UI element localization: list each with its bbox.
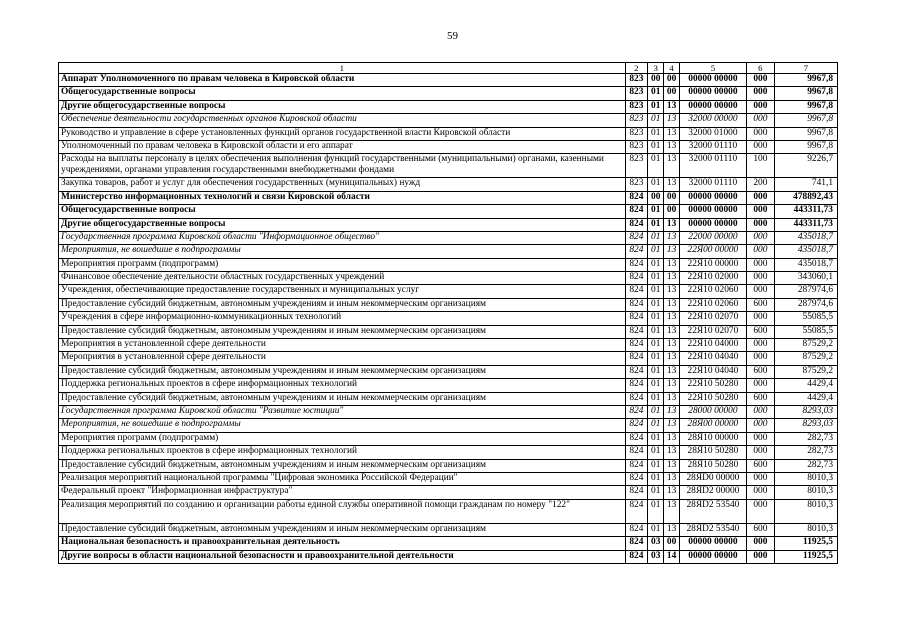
row-code-cell: 824: [625, 537, 647, 550]
row-expense-type-cell: 000: [747, 550, 775, 563]
table-row: [59, 405, 838, 418]
row-amount-cell: 478892,43: [774, 191, 837, 204]
table-row: [59, 178, 838, 191]
row-name-cell: Учреждения в сфере информационно-коммуникационных технологий: [59, 312, 626, 325]
row-amount-cell: 9226,7: [774, 154, 837, 178]
row-section-cell: 01: [648, 405, 664, 418]
row-target-article-cell: 00000 00000: [679, 218, 746, 231]
row-subsection-cell: 13: [664, 245, 679, 258]
row-section-cell: 01: [648, 419, 664, 432]
row-target-article-cell: 00000 00000: [679, 87, 746, 100]
table-row: [59, 339, 838, 352]
row-target-article-cell: 00000 00000: [679, 191, 746, 204]
row-code-cell: 824: [625, 205, 647, 218]
row-code-cell: 824: [625, 472, 647, 485]
row-amount-cell: 435018,7: [774, 231, 837, 244]
row-target-article-cell: 22Я10 04000: [679, 339, 746, 352]
header-cell-3: 3: [648, 63, 664, 74]
row-expense-type-cell: 000: [747, 339, 775, 352]
row-target-article-cell: 28Я10 00000: [679, 432, 746, 445]
row-target-article-cell: 32000 01000: [679, 127, 746, 140]
row-name-cell: Закупка товаров, работ и услуг для обеспечения государственных (муниципальных) нужд: [59, 178, 626, 191]
row-expense-type-cell: 000: [747, 405, 775, 418]
row-name-cell: Учреждения, обеспечивающие предоставление государственных и муниципальных услуг: [59, 285, 626, 298]
row-subsection-cell: 00: [664, 74, 679, 87]
row-name-cell: Мероприятия программ (подпрограмм): [59, 258, 626, 271]
row-code-cell: 824: [625, 499, 647, 523]
row-expense-type-cell: 000: [747, 472, 775, 485]
row-name-cell: Другие общегосударственные вопросы: [59, 218, 626, 231]
row-expense-type-cell: 100: [747, 154, 775, 178]
row-amount-cell: 9967,8: [774, 140, 837, 153]
header-cell-5: 5: [679, 63, 746, 74]
row-amount-cell: 8010,3: [774, 523, 837, 536]
table-row: [59, 100, 838, 113]
table-row: [59, 272, 838, 285]
row-target-article-cell: 00000 00000: [679, 100, 746, 113]
table-row: [59, 472, 838, 485]
row-expense-type-cell: 000: [747, 74, 775, 87]
row-code-cell: 823: [625, 114, 647, 127]
row-expense-type-cell: 000: [747, 486, 775, 499]
row-target-article-cell: 28ЯD2 53540: [679, 499, 746, 523]
table-row: [59, 537, 838, 550]
row-subsection-cell: 13: [664, 154, 679, 178]
row-amount-cell: 287974,6: [774, 298, 837, 311]
row-amount-cell: 87529,2: [774, 365, 837, 378]
row-expense-type-cell: 000: [747, 379, 775, 392]
row-section-cell: 01: [648, 245, 664, 258]
row-target-article-cell: 00000 00000: [679, 74, 746, 87]
row-target-article-cell: 28Я00 00000: [679, 419, 746, 432]
table-row: [59, 74, 838, 87]
table-row: [59, 258, 838, 271]
row-section-cell: 01: [648, 258, 664, 271]
row-subsection-cell: 13: [664, 258, 679, 271]
header-cell-4: 4: [664, 63, 679, 74]
row-section-cell: 01: [648, 325, 664, 338]
row-name-cell: Федеральный проект "Информационная инфраструктура": [59, 486, 626, 499]
row-code-cell: 824: [625, 365, 647, 378]
row-target-article-cell: 22Я10 02060: [679, 285, 746, 298]
row-code-cell: 824: [625, 272, 647, 285]
row-target-article-cell: 28Я10 50280: [679, 446, 746, 459]
row-target-article-cell: 28ЯD2 00000: [679, 486, 746, 499]
row-name-cell: Предоставление субсидий бюджетным, автономным учреждениям и иным некоммерческим организациям: [59, 298, 626, 311]
header-cell-7: 7: [774, 63, 837, 74]
row-name-cell: Предоставление субсидий бюджетным, автономным учреждениям и иным некоммерческим организациям: [59, 459, 626, 472]
row-subsection-cell: 13: [664, 272, 679, 285]
row-target-article-cell: 28Я10 50280: [679, 459, 746, 472]
row-name-cell: Министерство информационных технологий и связи Кировской области: [59, 191, 626, 204]
row-code-cell: 824: [625, 432, 647, 445]
row-target-article-cell: 00000 00000: [679, 550, 746, 563]
row-subsection-cell: 13: [664, 379, 679, 392]
row-subsection-cell: 13: [664, 486, 679, 499]
row-amount-cell: 9967,8: [774, 127, 837, 140]
row-section-cell: 01: [648, 472, 664, 485]
row-name-cell: Обеспечение деятельности государственных органов Кировской области: [59, 114, 626, 127]
row-subsection-cell: 13: [664, 285, 679, 298]
row-expense-type-cell: 600: [747, 298, 775, 311]
row-amount-cell: 8010,3: [774, 486, 837, 499]
row-amount-cell: 4429,4: [774, 392, 837, 405]
row-expense-type-cell: 000: [747, 272, 775, 285]
row-code-cell: 823: [625, 178, 647, 191]
row-section-cell: 01: [648, 285, 664, 298]
row-section-cell: 01: [648, 87, 664, 100]
row-subsection-cell: 13: [664, 472, 679, 485]
row-amount-cell: 282,73: [774, 446, 837, 459]
row-code-cell: 824: [625, 523, 647, 536]
row-name-cell: Расходы на выплаты персоналу в целях обеспечения выполнения функций государственными (муниципальными) органами, казенными учреждениями, органами управления государственными внебюджетными фондами: [59, 154, 626, 178]
table-row: [59, 352, 838, 365]
row-target-article-cell: 22000 00000: [679, 231, 746, 244]
row-target-article-cell: 22Я10 50280: [679, 392, 746, 405]
row-name-cell: Предоставление субсидий бюджетным, автономным учреждениям и иным некоммерческим организациям: [59, 523, 626, 536]
row-amount-cell: 11925,5: [774, 537, 837, 550]
row-name-cell: Реализация мероприятий по созданию и организации работы единой службы оперативной помощи гражданам по номеру "122": [59, 499, 626, 523]
row-target-article-cell: 28ЯD0 00000: [679, 472, 746, 485]
row-name-cell: Руководство и управление в сфере установленных функций органов государственной власти Кировской области: [59, 127, 626, 140]
row-expense-type-cell: 600: [747, 365, 775, 378]
row-expense-type-cell: 600: [747, 392, 775, 405]
row-subsection-cell: 13: [664, 178, 679, 191]
row-subsection-cell: 13: [664, 127, 679, 140]
row-code-cell: 824: [625, 218, 647, 231]
row-name-cell: Финансовое обеспечение деятельности областных государственных учреждений: [59, 272, 626, 285]
row-name-cell: Поддержка региональных проектов в сфере информационных технологий: [59, 446, 626, 459]
row-section-cell: 01: [648, 523, 664, 536]
row-code-cell: 824: [625, 325, 647, 338]
row-subsection-cell: 00: [664, 537, 679, 550]
row-code-cell: 824: [625, 285, 647, 298]
row-amount-cell: 9967,8: [774, 114, 837, 127]
row-amount-cell: 11925,5: [774, 550, 837, 563]
row-code-cell: 823: [625, 140, 647, 153]
table-row: [59, 325, 838, 338]
row-expense-type-cell: 000: [747, 245, 775, 258]
row-name-cell: Предоставление субсидий бюджетным, автономным учреждениям и иным некоммерческим организациям: [59, 325, 626, 338]
table-row: [59, 379, 838, 392]
row-name-cell: Поддержка региональных проектов в сфере информационных технологий: [59, 379, 626, 392]
table-row: [59, 392, 838, 405]
row-amount-cell: 343060,1: [774, 272, 837, 285]
row-section-cell: 03: [648, 550, 664, 563]
row-expense-type-cell: 000: [747, 231, 775, 244]
row-amount-cell: 443311,73: [774, 218, 837, 231]
table-row: [59, 550, 838, 563]
table-row: [59, 205, 838, 218]
row-subsection-cell: 13: [664, 114, 679, 127]
row-amount-cell: 87529,2: [774, 352, 837, 365]
row-subsection-cell: 13: [664, 312, 679, 325]
row-code-cell: 823: [625, 127, 647, 140]
row-code-cell: 824: [625, 405, 647, 418]
row-name-cell: Другие общегосударственные вопросы: [59, 100, 626, 113]
row-name-cell: Аппарат Уполномоченного по правам человека в Кировской области: [59, 74, 626, 87]
row-subsection-cell: 13: [664, 432, 679, 445]
row-code-cell: 824: [625, 258, 647, 271]
row-target-article-cell: 22Я10 02070: [679, 312, 746, 325]
row-amount-cell: 8293,03: [774, 405, 837, 418]
row-section-cell: 01: [648, 100, 664, 113]
row-amount-cell: 741,1: [774, 178, 837, 191]
row-amount-cell: 55085,5: [774, 325, 837, 338]
row-amount-cell: 9967,8: [774, 100, 837, 113]
row-section-cell: 01: [648, 272, 664, 285]
table-row: [59, 245, 838, 258]
row-section-cell: 01: [648, 392, 664, 405]
row-amount-cell: 443311,73: [774, 205, 837, 218]
row-subsection-cell: 13: [664, 218, 679, 231]
row-amount-cell: 435018,7: [774, 245, 837, 258]
row-subsection-cell: 13: [664, 523, 679, 536]
row-code-cell: 824: [625, 446, 647, 459]
table-row: [59, 218, 838, 231]
table-row: [59, 365, 838, 378]
row-amount-cell: 8010,3: [774, 472, 837, 485]
page-number: 59: [447, 30, 458, 42]
row-section-cell: 01: [648, 432, 664, 445]
row-amount-cell: 282,73: [774, 432, 837, 445]
row-code-cell: 824: [625, 191, 647, 204]
row-code-cell: 824: [625, 231, 647, 244]
row-name-cell: Мероприятия в установленной сфере деятельности: [59, 352, 626, 365]
table-row: [59, 87, 838, 100]
row-code-cell: 824: [625, 312, 647, 325]
table-row: [59, 499, 838, 523]
row-expense-type-cell: 000: [747, 100, 775, 113]
row-name-cell: Мероприятия, не вошедшие в подпрограммы: [59, 245, 626, 258]
row-target-article-cell: 22Я10 02060: [679, 298, 746, 311]
row-expense-type-cell: 000: [747, 312, 775, 325]
row-code-cell: 824: [625, 245, 647, 258]
row-section-cell: 00: [648, 74, 664, 87]
row-target-article-cell: 32000 00000: [679, 114, 746, 127]
row-code-cell: 824: [625, 419, 647, 432]
row-section-cell: 01: [648, 312, 664, 325]
row-code-cell: 823: [625, 154, 647, 178]
header-cell-1: 1: [59, 63, 626, 74]
row-section-cell: 01: [648, 114, 664, 127]
row-code-cell: 824: [625, 352, 647, 365]
row-code-cell: 823: [625, 87, 647, 100]
row-expense-type-cell: 000: [747, 87, 775, 100]
table-row: [59, 486, 838, 499]
row-target-article-cell: 22Я10 04040: [679, 352, 746, 365]
row-name-cell: Государственная программа Кировской области "Развитие юстиции": [59, 405, 626, 418]
row-subsection-cell: 13: [664, 419, 679, 432]
row-code-cell: 823: [625, 100, 647, 113]
row-code-cell: 824: [625, 339, 647, 352]
row-subsection-cell: 13: [664, 446, 679, 459]
row-expense-type-cell: 000: [747, 352, 775, 365]
row-name-cell: Мероприятия, не вошедшие в подпрограммы: [59, 419, 626, 432]
row-name-cell: Мероприятия в установленной сфере деятельности: [59, 339, 626, 352]
row-subsection-cell: 13: [664, 499, 679, 523]
row-target-article-cell: 00000 00000: [679, 205, 746, 218]
row-target-article-cell: 32000 01110: [679, 140, 746, 153]
row-subsection-cell: 13: [664, 325, 679, 338]
header-row: [59, 63, 838, 74]
table-row: [59, 114, 838, 127]
row-subsection-cell: 13: [664, 459, 679, 472]
row-expense-type-cell: 000: [747, 258, 775, 271]
row-subsection-cell: 13: [664, 140, 679, 153]
row-expense-type-cell: 000: [747, 432, 775, 445]
row-target-article-cell: 00000 00000: [679, 537, 746, 550]
row-section-cell: 01: [648, 446, 664, 459]
row-expense-type-cell: 000: [747, 499, 775, 523]
row-code-cell: 824: [625, 392, 647, 405]
row-target-article-cell: 28ЯD2 53540: [679, 523, 746, 536]
row-target-article-cell: 22Я10 02000: [679, 272, 746, 285]
table-row: [59, 298, 838, 311]
row-expense-type-cell: 600: [747, 459, 775, 472]
row-name-cell: Уполномоченный по правам человека в Кировской области и его аппарат: [59, 140, 626, 153]
table-row: [59, 285, 838, 298]
table-row: [59, 523, 838, 536]
table-row: [59, 191, 838, 204]
row-subsection-cell: 13: [664, 231, 679, 244]
row-section-cell: 01: [648, 499, 664, 523]
row-name-cell: Мероприятия программ (подпрограмм): [59, 432, 626, 445]
table-row: [59, 459, 838, 472]
row-expense-type-cell: 200: [747, 178, 775, 191]
table-row: [59, 312, 838, 325]
row-expense-type-cell: 000: [747, 127, 775, 140]
row-section-cell: 01: [648, 140, 664, 153]
row-section-cell: 01: [648, 127, 664, 140]
row-section-cell: 01: [648, 365, 664, 378]
row-expense-type-cell: 000: [747, 140, 775, 153]
row-section-cell: 01: [648, 298, 664, 311]
row-subsection-cell: 13: [664, 352, 679, 365]
row-code-cell: 823: [625, 74, 647, 87]
row-expense-type-cell: 000: [747, 446, 775, 459]
row-amount-cell: 435018,7: [774, 258, 837, 271]
row-subsection-cell: 13: [664, 298, 679, 311]
row-subsection-cell: 13: [664, 100, 679, 113]
row-subsection-cell: 13: [664, 405, 679, 418]
row-section-cell: 01: [648, 231, 664, 244]
table-row: [59, 432, 838, 445]
row-code-cell: 824: [625, 550, 647, 563]
row-code-cell: 824: [625, 298, 647, 311]
row-section-cell: 01: [648, 486, 664, 499]
row-name-cell: Реализация мероприятий национальной программы "Цифровая экономика Российской Федерации": [59, 472, 626, 485]
row-amount-cell: 87529,2: [774, 339, 837, 352]
row-subsection-cell: 13: [664, 365, 679, 378]
row-subsection-cell: 00: [664, 191, 679, 204]
row-expense-type-cell: 000: [747, 114, 775, 127]
row-expense-type-cell: 600: [747, 325, 775, 338]
row-target-article-cell: 22Я00 00000: [679, 245, 746, 258]
row-section-cell: 03: [648, 537, 664, 550]
row-name-cell: Общегосударственные вопросы: [59, 205, 626, 218]
row-expense-type-cell: 600: [747, 523, 775, 536]
row-target-article-cell: 22Я10 02070: [679, 325, 746, 338]
row-section-cell: 01: [648, 459, 664, 472]
row-name-cell: Предоставление субсидий бюджетным, автономным учреждениям и иным некоммерческим организациям: [59, 392, 626, 405]
budget-table: [58, 62, 838, 564]
row-section-cell: 01: [648, 218, 664, 231]
row-name-cell: Государственная программа Кировской области "Информационное общество": [59, 231, 626, 244]
row-expense-type-cell: 000: [747, 205, 775, 218]
row-name-cell: Национальная безопасность и правоохранительная деятельность: [59, 537, 626, 550]
row-amount-cell: 9967,8: [774, 74, 837, 87]
row-target-article-cell: 22Я10 50280: [679, 379, 746, 392]
row-name-cell: Предоставление субсидий бюджетным, автономным учреждениям и иным некоммерческим организациям: [59, 365, 626, 378]
row-target-article-cell: 22Я10 04040: [679, 365, 746, 378]
row-code-cell: 824: [625, 486, 647, 499]
row-target-article-cell: 32000 01110: [679, 178, 746, 191]
row-subsection-cell: 13: [664, 339, 679, 352]
header-cell-6: 6: [747, 63, 775, 74]
row-subsection-cell: 00: [664, 205, 679, 218]
row-amount-cell: 8010,3: [774, 499, 837, 523]
table-row: [59, 127, 838, 140]
row-amount-cell: 287974,6: [774, 285, 837, 298]
table-row: [59, 154, 838, 178]
row-amount-cell: 8293,03: [774, 419, 837, 432]
table-row: [59, 140, 838, 153]
row-section-cell: 01: [648, 154, 664, 178]
row-expense-type-cell: 000: [747, 191, 775, 204]
row-target-article-cell: 22Я10 00000: [679, 258, 746, 271]
row-section-cell: 00: [648, 191, 664, 204]
row-section-cell: 01: [648, 352, 664, 365]
row-subsection-cell: 00: [664, 87, 679, 100]
row-name-cell: Другие вопросы в области национальной безопасности и правоохранительной деятельности: [59, 550, 626, 563]
row-code-cell: 824: [625, 379, 647, 392]
row-amount-cell: 55085,5: [774, 312, 837, 325]
row-amount-cell: 282,73: [774, 459, 837, 472]
row-expense-type-cell: 000: [747, 419, 775, 432]
row-section-cell: 01: [648, 178, 664, 191]
row-expense-type-cell: 000: [747, 537, 775, 550]
row-expense-type-cell: 000: [747, 285, 775, 298]
table-row: [59, 419, 838, 432]
row-section-cell: 01: [648, 205, 664, 218]
row-expense-type-cell: 000: [747, 218, 775, 231]
row-target-article-cell: 32000 01110: [679, 154, 746, 178]
row-amount-cell: 4429,4: [774, 379, 837, 392]
row-name-cell: Общегосударственные вопросы: [59, 87, 626, 100]
row-subsection-cell: 13: [664, 392, 679, 405]
row-subsection-cell: 14: [664, 550, 679, 563]
row-section-cell: 01: [648, 339, 664, 352]
row-amount-cell: 9967,8: [774, 87, 837, 100]
table-row: [59, 446, 838, 459]
header-cell-2: 2: [625, 63, 647, 74]
table-row: [59, 231, 838, 244]
row-target-article-cell: 28000 00000: [679, 405, 746, 418]
row-code-cell: 824: [625, 459, 647, 472]
row-section-cell: 01: [648, 379, 664, 392]
